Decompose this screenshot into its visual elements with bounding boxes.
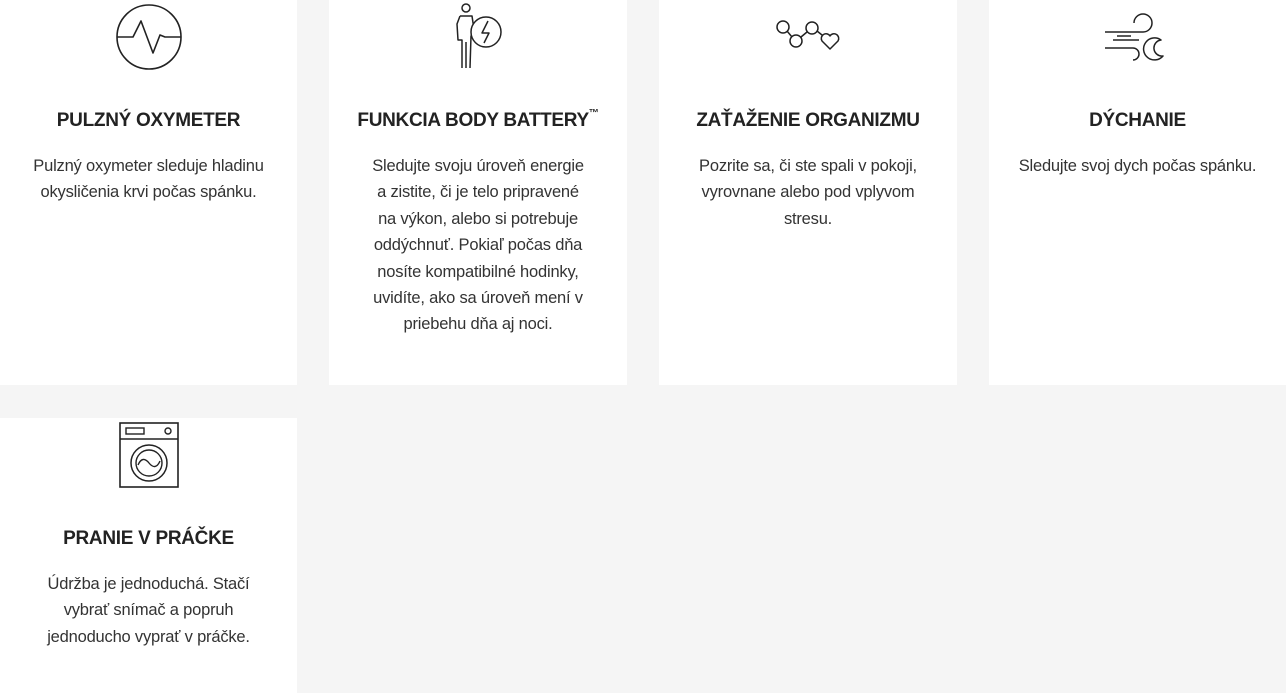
feature-card-breathing [989,0,1286,385]
stress-icon [774,18,842,54]
feature-description: Sledujte svoju úroveň energie a zistite, či je telo pripravené na výkon, alebo si potrebuje oddýchnuť. Pokiaľ počas dňa nosíte kompatibilné hodinky, uvidíte, ako sa úroveň mení v priebehu dňa aj noci. [372,157,584,334]
feature-card-washing [0,418,297,693]
feature-description: Pozrite sa, či ste spali v pokoji, vyrovnane alebo pod vplyvom stresu. [699,157,917,228]
feature-description: Údržba je jednoduchá. Stačí vybrať snímač a popruh jednoducho vyprať v práčke. [47,575,250,646]
feature-card-stress [659,0,957,385]
pulse-ox-icon [115,3,183,71]
body-battery-icon [450,2,506,70]
washing-machine-icon [119,422,179,488]
feature-description: Pulzný oxymeter sleduje hladinu okysličenia krvi počas spánku. [33,157,264,202]
breathing-icon [1103,10,1173,62]
feature-title: PRANIE V PRÁČKE [63,528,234,549]
feature-title: PULZNÝ OXYMETER [56,110,241,131]
feature-card-pulse-ox [0,0,297,385]
feature-title: DÝCHANIE [1089,110,1186,131]
feature-card-body-battery [329,0,627,385]
feature-title: FUNKCIA BODY BATTERY™ [357,108,599,131]
feature-description: Sledujte svoj dych počas spánku. [1018,157,1257,175]
feature-title: ZAŤAŽENIE ORGANIZMU [696,110,920,131]
